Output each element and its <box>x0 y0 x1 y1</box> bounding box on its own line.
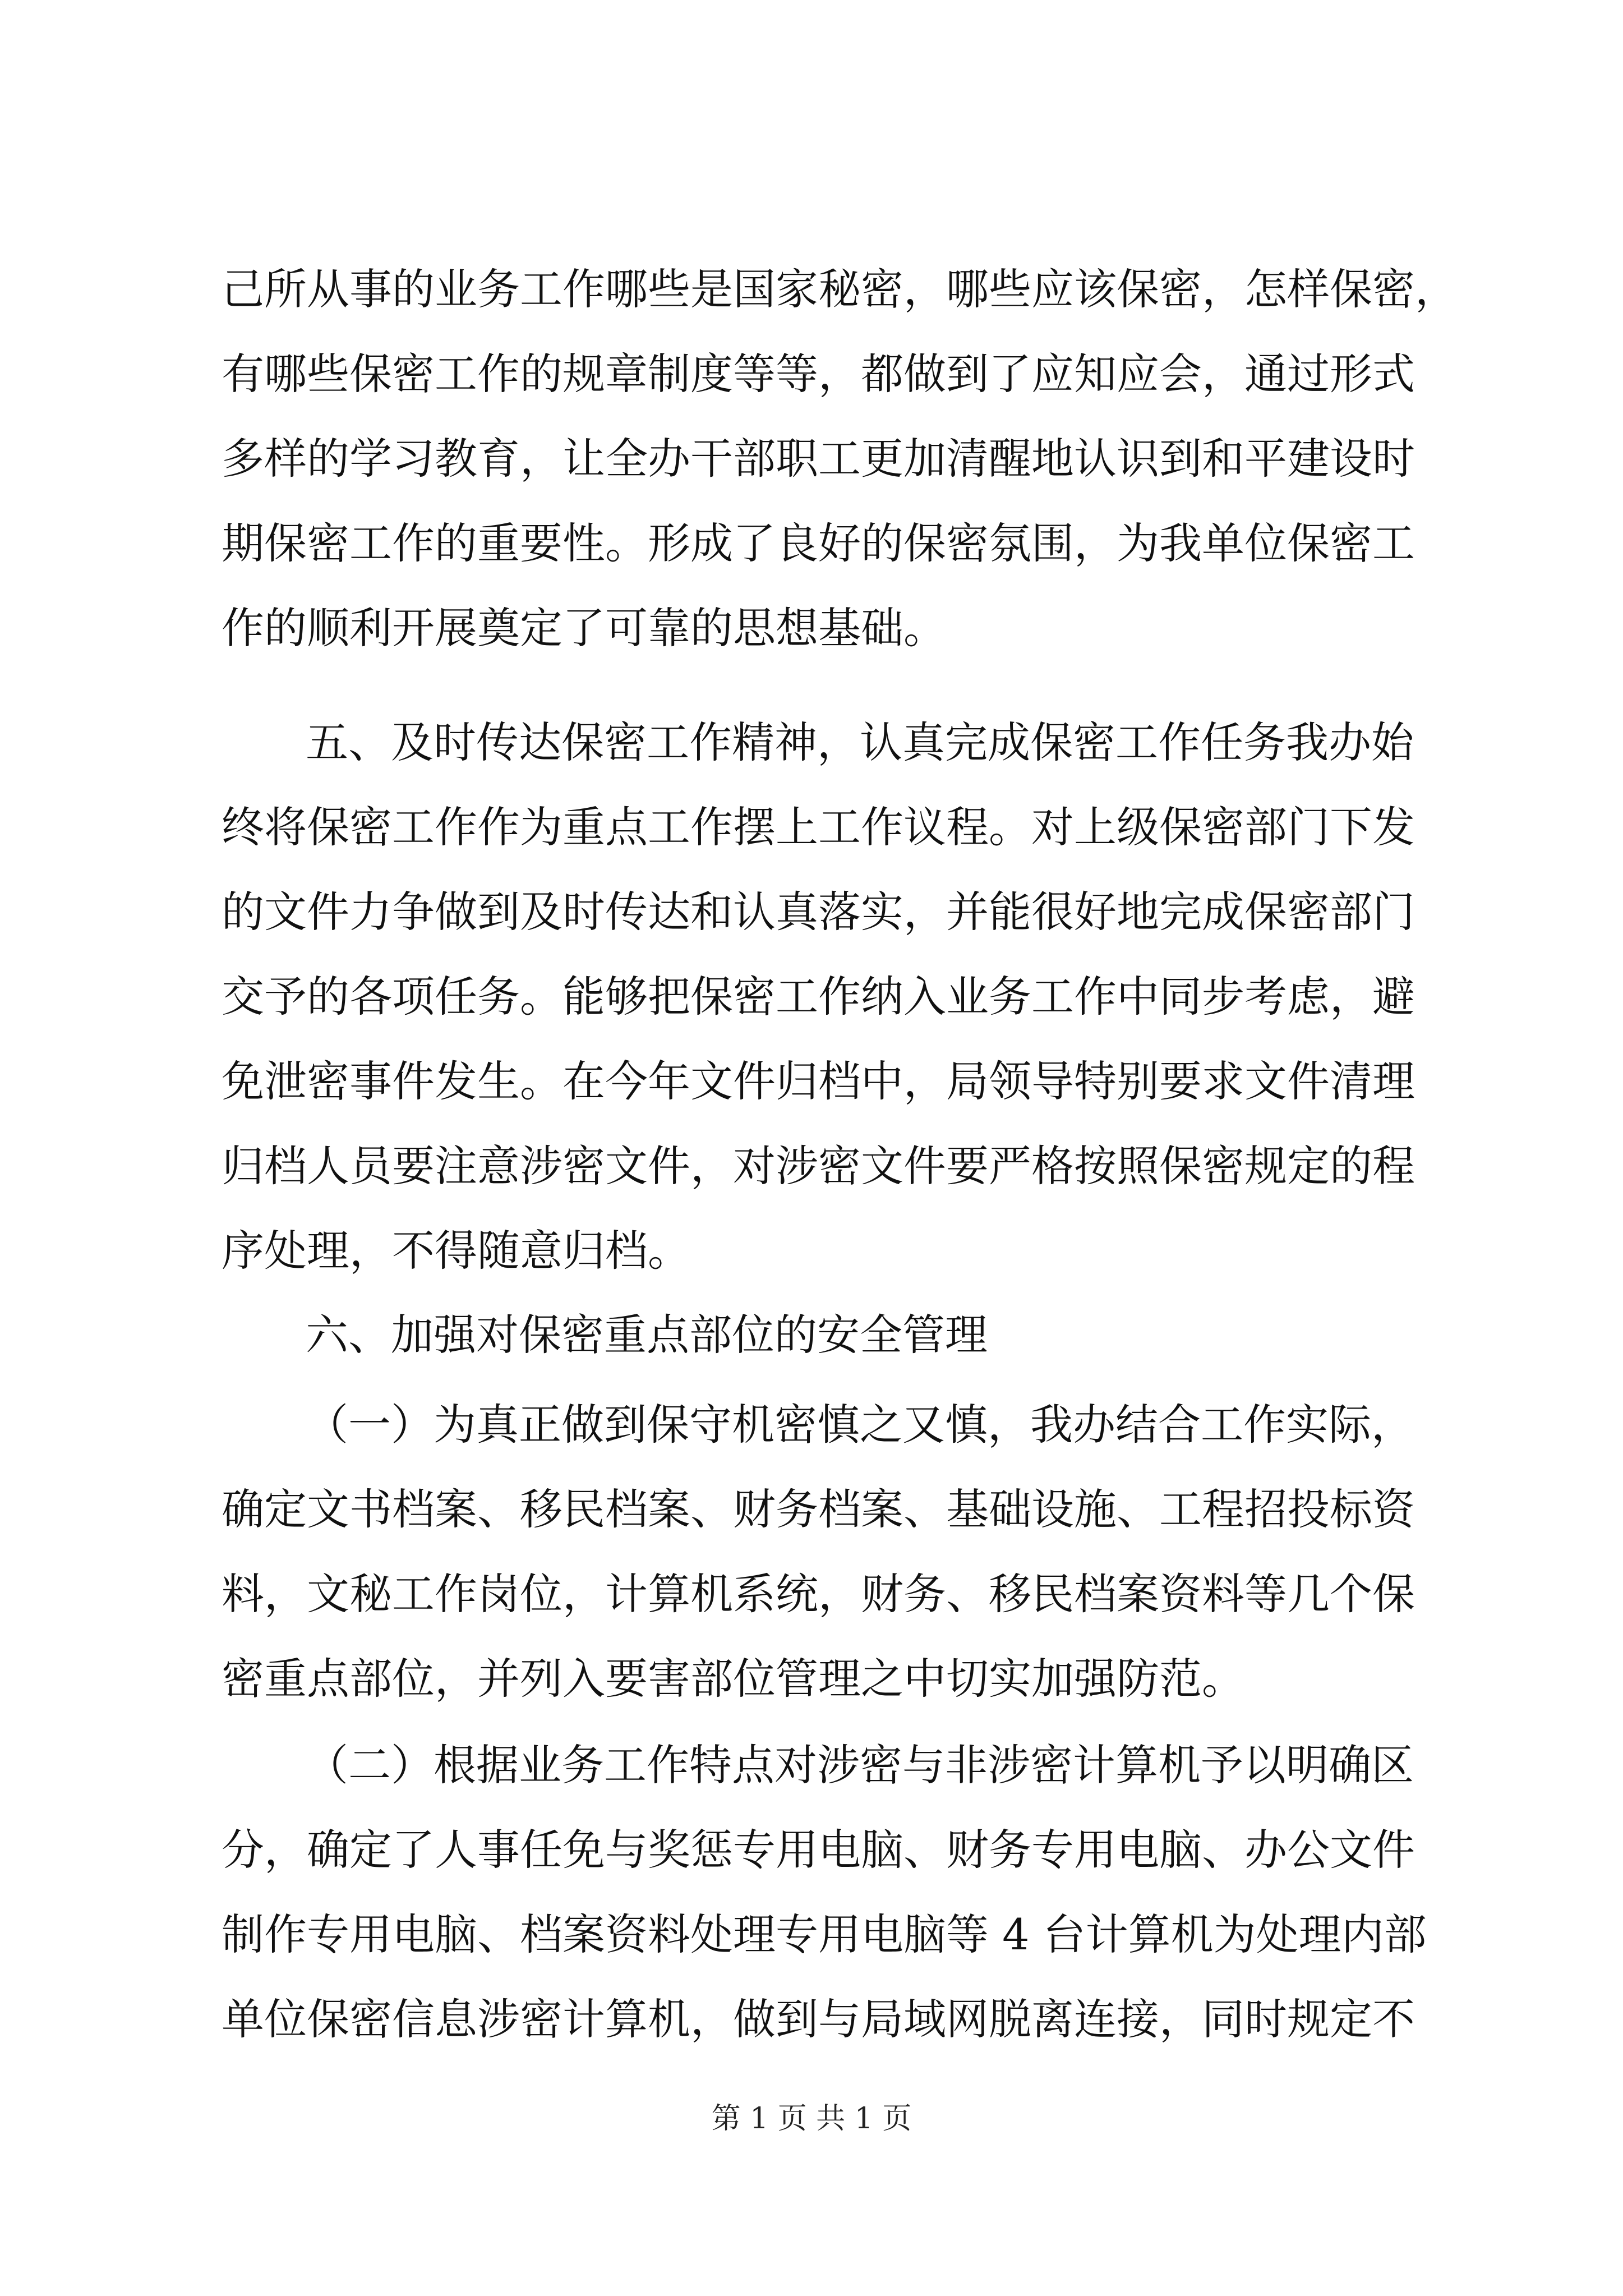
text-line: （一）为真正做到保守机密慎之又慎，我办结合工作实际， <box>306 1400 1414 1450</box>
text-line: 的文件力争做到及时传达和认真落实，并能很好地完成保密部门 <box>222 887 1415 937</box>
text-line: 免泄密事件发生。在今年文件归档中，局领导特别要求文件清理 <box>222 1056 1415 1106</box>
section-heading: 六、加强对保密重点部位的安全管理 <box>306 1310 988 1360</box>
text-line: 密重点部位，并列入要害部位管理之中切实加强防范。 <box>222 1654 1244 1704</box>
text-line: 期保密工作的重要性。形成了良好的保密氛围，为我单位保密工 <box>222 518 1415 568</box>
text-line: 终将保密工作作为重点工作摆上工作议程。对上级保密部门下发 <box>222 802 1415 852</box>
text-line: 分，确定了人事任免与奖惩专用电脑、财务专用电脑、办公文件 <box>222 1825 1415 1875</box>
text-line: 归档人员要注意涉密文件，对涉密文件要严格按照保密规定的程 <box>222 1141 1415 1191</box>
text-line: 作的顺利开展奠定了可靠的思想基础。 <box>222 603 946 653</box>
text-line: 单位保密信息涉密计算机，做到与局域网脱离连接，同时规定不 <box>222 1994 1415 2044</box>
section-heading: 五、及时传达保密工作精神，认真完成保密工作任务我办始 <box>306 717 1414 767</box>
text-line: 确定文书档案、移民档案、财务档案、基础设施、工程招投标资 <box>222 1484 1415 1534</box>
text-line: 有哪些保密工作的规章制度等等，都做到了应知应会，通过形式 <box>222 349 1415 399</box>
text-line: 序处理，不得随意归档。 <box>222 1226 690 1276</box>
text-line: （二）根据业务工作特点对涉密与非涉密计算机予以明确区 <box>306 1740 1414 1790</box>
text-line: 制作专用电脑、档案资料处理专用电脑等 4 台计算机为处理内部 <box>222 1910 1427 1959</box>
text-line: 料，文秘工作岗位，计算机系统，财务、移民档案资料等几个保 <box>222 1569 1415 1619</box>
text-line: 己所从事的业务工作哪些是国家秘密，哪些应该保密，怎样保密， <box>222 264 1458 314</box>
text-line: 交予的各项任务。能够把保密工作纳入业务工作中同步考虑，避 <box>222 972 1415 1022</box>
page-number-footer: 第 1 页 共 1 页 <box>711 2102 912 2136</box>
text-line: 多样的学习教育，让全办干部职工更加清醒地认识到和平建设时 <box>222 434 1415 484</box>
